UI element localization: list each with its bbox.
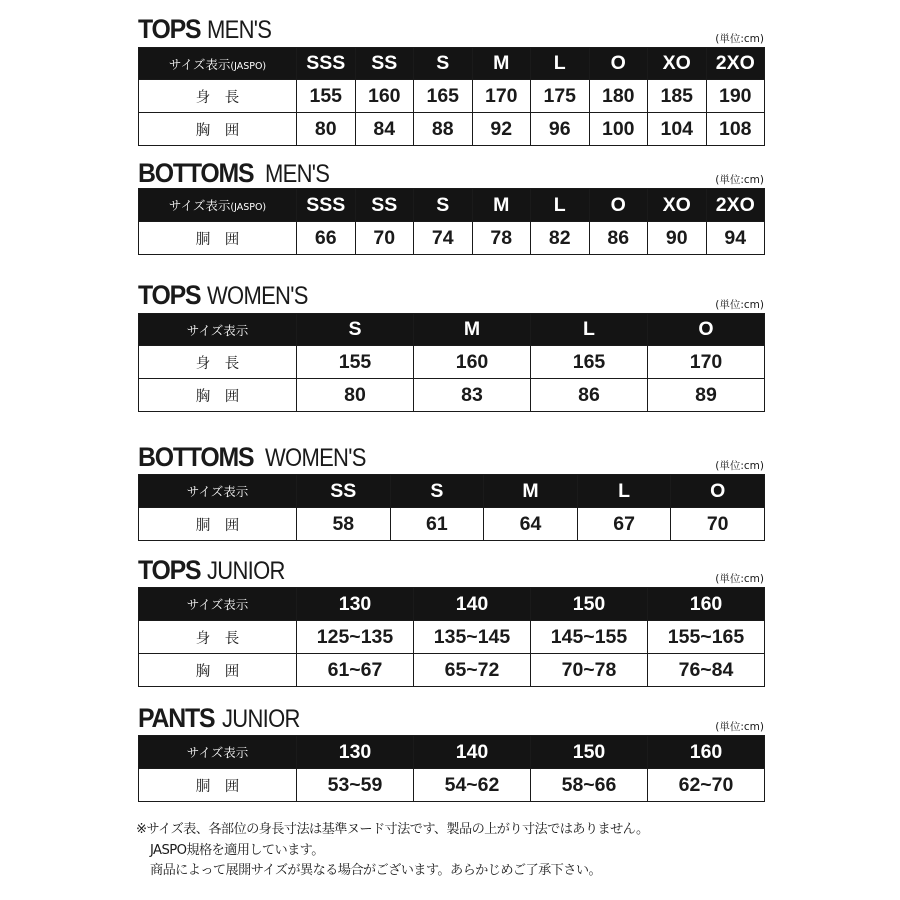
size-code-cell: 150 [531,588,648,621]
footnote-line: ※サイズ表、各部位の身長寸法は基準ヌード寸法です、製品の上がり寸法ではありません。 [136,822,649,837]
measurement-value: 70 [671,508,765,541]
size-label-cell [139,48,297,80]
size-label-text: サイズ表示 [186,597,249,612]
section-title-group: MEN'S [264,160,329,188]
measurement-value: 145~155 [531,621,648,654]
measurement-label: 胴 囲 [139,769,297,802]
size-code-cell: SS [355,189,414,222]
section-title-category: BOTTOMS [138,158,254,188]
size-label-text: サイズ表示 [186,322,249,338]
section-title-group: JUNIOR [222,705,300,733]
unit-label: (単位:cm) [715,721,764,733]
measurement-value: 92 [472,113,531,146]
measurement-value: 61~67 [297,654,414,687]
measurement-value: 135~145 [414,621,531,654]
jaspo-label: (JASPO) [230,202,267,213]
size-code-cell: XO [648,48,707,80]
size-table [138,587,765,687]
size-code-cell: M [472,48,531,80]
size-code-cell: O [648,314,765,346]
section-title [138,160,338,187]
size-table [138,188,765,255]
measurement-value: 170 [648,346,765,379]
section-title [138,444,379,471]
measurement-row [139,621,765,654]
size-code-cell: L [577,475,671,508]
section-title-group: MEN'S [206,16,272,44]
size-label-text: サイズ表示 [186,484,249,499]
measurement-value: 155 [297,80,356,113]
measurement-value: 80 [297,379,414,412]
size-header-row [139,314,765,346]
size-code-cell: M [414,314,531,346]
size-code-cell: O [589,189,648,222]
size-table [138,313,765,412]
section-title-group: WOMEN'S [264,444,366,472]
measurement-label: 胸 囲 [139,379,297,412]
section-title-group: WOMEN'S [206,282,308,310]
size-label-text: サイズ表示 [168,56,231,72]
measurement-row [139,769,765,802]
size-label-cell [139,736,297,769]
measurement-value: 80 [297,113,356,146]
measurement-value: 170 [472,80,531,113]
measurement-value: 155 [297,346,414,379]
measurement-value: 86 [589,222,648,255]
size-header-row [139,48,765,80]
size-code-cell: S [414,48,473,80]
size-code-cell: O [589,48,648,80]
measurement-label: 身 長 [139,80,297,113]
size-code-cell: XO [648,189,707,222]
measurement-value: 165 [531,346,648,379]
size-code-cell: 2XO [706,189,765,222]
jaspo-label: (JASPO) [230,60,267,72]
measurement-label: 胸 囲 [139,654,297,687]
measurement-row [139,346,765,379]
measurement-label: 胴 囲 [139,508,297,541]
size-code-cell: SSS [297,189,356,222]
size-label-cell [139,189,297,222]
measurement-value: 175 [531,80,590,113]
measurement-row [139,508,765,541]
size-header-row [139,588,765,621]
measurement-value: 125~135 [297,621,414,654]
unit-label: (単位:cm) [715,33,764,45]
measurement-value: 65~72 [414,654,531,687]
size-label-cell [139,314,297,346]
section-title-group: JUNIOR [206,557,285,585]
measurement-value: 54~62 [414,769,531,802]
size-code-cell: SSS [297,48,356,80]
section-title [138,16,280,43]
size-code-cell: 140 [414,736,531,769]
size-label-text: サイズ表示 [168,198,231,213]
size-header-row [139,475,765,508]
size-code-cell: 150 [531,736,648,769]
footnotes [136,820,649,882]
section-title [138,282,321,309]
measurement-value: 70 [355,222,414,255]
size-code-cell: 2XO [706,48,765,80]
size-label-text: サイズ表示 [186,745,249,760]
measurement-value: 100 [589,113,648,146]
measurement-value: 104 [648,113,707,146]
measurement-value: 82 [531,222,590,255]
measurement-value: 64 [484,508,578,541]
section-title [138,557,295,584]
measurement-row [139,379,765,412]
footnote-line: 商品によって展開サイズが異なる場合がございます。あらかじめご了承下さい。 [150,863,602,878]
measurement-row [139,80,765,113]
size-code-cell: SS [297,475,391,508]
measurement-label: 胴 囲 [139,222,297,255]
section-title-category: TOPS [138,14,201,44]
measurement-label: 胸 囲 [139,113,297,146]
size-code-cell: L [531,48,590,80]
size-code-cell: 160 [648,588,765,621]
footnote-line: JASPO規格を適用しています。 [150,842,324,858]
size-code-cell: M [472,189,531,222]
size-code-cell: M [484,475,578,508]
measurement-value: 62~70 [648,769,765,802]
measurement-value: 76~84 [648,654,765,687]
measurement-value: 190 [706,80,765,113]
measurement-value: 88 [414,113,473,146]
measurement-row [139,654,765,687]
measurement-label: 身 長 [139,346,297,379]
measurement-row [139,113,765,146]
measurement-value: 96 [531,113,590,146]
size-code-cell: L [531,314,648,346]
size-code-cell: S [390,475,484,508]
size-label-cell [139,475,297,508]
measurement-value: 66 [297,222,356,255]
measurement-value: 78 [472,222,531,255]
size-code-cell: L [531,189,590,222]
size-code-cell: 160 [648,736,765,769]
size-code-cell: S [297,314,414,346]
unit-label: (単位:cm) [715,573,764,585]
size-code-cell: SS [355,48,414,80]
measurement-value: 108 [706,113,765,146]
size-code-cell: O [671,475,765,508]
size-header-row [139,189,765,222]
measurement-value: 89 [648,379,765,412]
size-label-cell [139,588,297,621]
measurement-value: 74 [414,222,473,255]
measurement-value: 160 [414,346,531,379]
size-code-cell: S [414,189,473,222]
measurement-value: 61 [390,508,484,541]
measurement-value: 84 [355,113,414,146]
size-header-row [139,736,765,769]
size-code-cell: 140 [414,588,531,621]
measurement-value: 155~165 [648,621,765,654]
measurement-value: 185 [648,80,707,113]
section-title-category: BOTTOMS [138,442,254,472]
measurement-value: 67 [577,508,671,541]
measurement-value: 53~59 [297,769,414,802]
measurement-row [139,222,765,255]
size-table [138,735,765,802]
section-title [138,705,310,732]
unit-label: (単位:cm) [715,460,764,472]
measurement-value: 180 [589,80,648,113]
unit-label: (単位:cm) [715,174,764,186]
measurement-value: 90 [648,222,707,255]
measurement-value: 70~78 [531,654,648,687]
section-title-category: TOPS [138,555,201,585]
measurement-value: 160 [355,80,414,113]
section-title-category: PANTS [138,703,215,733]
measurement-label: 身 長 [139,621,297,654]
section-title-category: TOPS [138,280,201,310]
measurement-value: 94 [706,222,765,255]
size-table [138,474,765,541]
measurement-value: 58 [297,508,391,541]
measurement-value: 86 [531,379,648,412]
size-table [138,47,765,146]
unit-label: (単位:cm) [715,299,764,311]
measurement-value: 58~66 [531,769,648,802]
size-code-cell: 130 [297,736,414,769]
measurement-value: 165 [414,80,473,113]
size-code-cell: 130 [297,588,414,621]
measurement-value: 83 [414,379,531,412]
